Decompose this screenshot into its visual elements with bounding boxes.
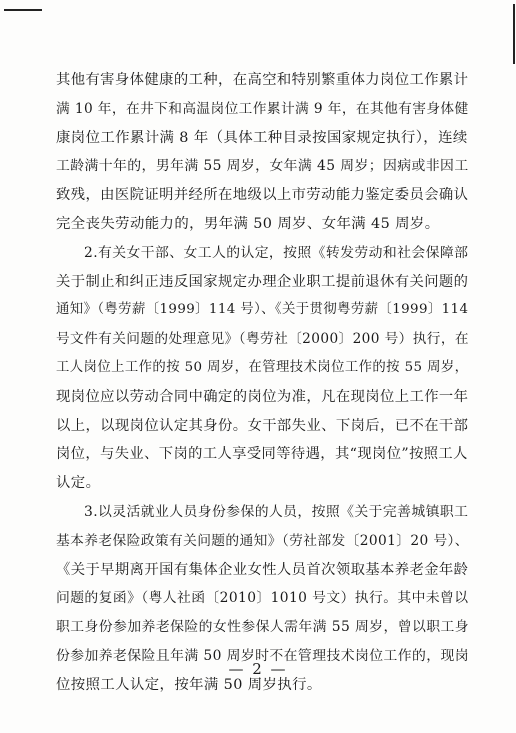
text-line: 岗位，与失业、下岗的工人享受同等待遇，其“现岗位”按照工人 <box>56 446 468 463</box>
text-line: 满 10 年，在井下和高温岗位工作累计满 9 年，在其他有害身体健 <box>56 100 469 117</box>
text-line: 通知》（粤劳薪〔1999〕114 号）、《关于贯彻粤劳薪〔1999〕114 <box>56 302 469 318</box>
scan-edge-mark-top <box>4 9 42 11</box>
text-line: 认定。 <box>56 475 101 492</box>
text-line: 问题的复函》（粤人社函〔2010〕1010 号文）执行。其中未曾以 <box>56 590 469 607</box>
text-line: 关于制止和纠正违反国家规定办理企业职工提前退休有关问题的 <box>56 273 469 290</box>
text-line: 职工身份参加养老保险的女性参保人需年满 55 周岁，曾以职工身 <box>56 619 470 636</box>
page-number: — 2 — <box>228 660 288 678</box>
scan-edge-mark-right <box>513 4 515 64</box>
text-line: 号文件有关问题的处理意见》（粤劳社〔2000〕200 号）执行，在 <box>56 331 469 348</box>
text-line: 其他有害身体健康的工种，在高空和特别繁重体力岗位工作累计 <box>56 72 469 88</box>
text-line: 完全丧失劳动能力的，男年满 50 周岁、女年满 45 周岁。 <box>56 215 440 232</box>
text-line: 现岗位应以劳动合同中确定的岗位为准，凡在现岗位上工作一年 <box>56 388 469 405</box>
text-line: 《关于早期离开国有集体企业女性人员首次领取基本养老金年龄 <box>56 561 469 578</box>
text-line: 康岗位工作累计满 8 年（具体工种目录按国家规定执行），连续 <box>56 129 468 146</box>
text-line: 致残，由医院证明并经所在地级以上市劳动能力鉴定委员会确认 <box>56 187 469 204</box>
text-line: 基本养老保险政策有关问题的通知》（劳社部发〔2001〕20 号）、 <box>56 532 469 549</box>
body-text <box>56 66 468 700</box>
text-line: 份参加养老保险且年满 50 周岁时不在管理技术岗位工作的，现岗 <box>56 647 470 664</box>
text-line: 以上，以现岗位认定其身份。女干部失业、下岗后，已不在干部 <box>56 417 469 434</box>
text-line: 位按照工人认定，按年满 50 周岁执行。 <box>56 676 322 693</box>
paragraph-first-line: 2.有关女干部、女工人的认定，按照《转发劳动和社会保障部 <box>84 244 469 261</box>
paragraph-first-line: 3.以灵活就业人员身份参保的人员，按照《关于完善城镇职工 <box>84 503 469 520</box>
text-line: 工龄满十年的，男年满 55 周岁，女年满 45 周岁；因病或非因工 <box>56 158 469 175</box>
text-line: 工人岗位上工作的按 50 周岁，在管理技术岗位工作的按 55 周岁， <box>56 359 469 375</box>
